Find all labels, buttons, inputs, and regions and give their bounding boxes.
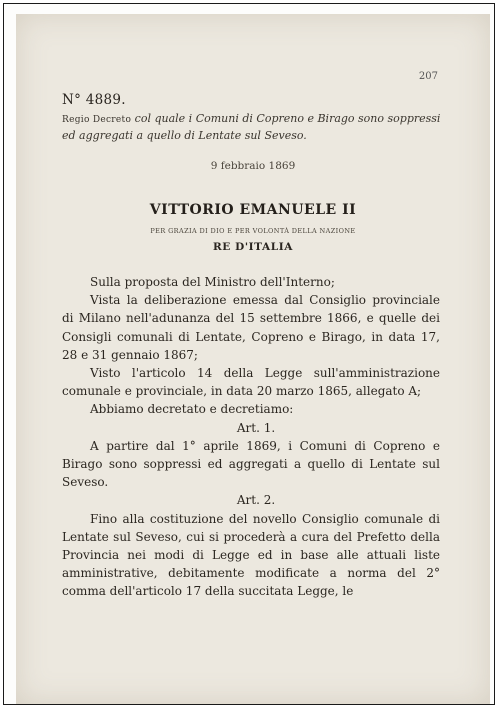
document-page [16, 14, 490, 704]
paragraph-deliberation: Vista la deliberazione emessa dal Consiglio provinciale di Milano nell'adunanza del 15 settembre 1866, e quelle dei Consigli comunali di Lentate, Copreno e Birago, in data 17, 28 e 31 gennaio 1867; [62, 293, 440, 362]
decree-date: 9 febbraio 1869 [210, 160, 296, 172]
paragraph-proposal: Sulla proposta del Ministro dell'Interno; [90, 275, 335, 289]
article-2-heading: Art. 2. [236, 493, 276, 508]
decree-body [62, 273, 440, 601]
article-2-text: Fino alla costituzione del novello Consiglio comunale di Lentate sul Seveso, cui si procederà a cura del Prefetto della Provincia nei modi di Legge ed in base alle attuali liste amministrative, debitamente modificate a norma del 2° comma dell'articolo 17 della succitata Legge, le [62, 511, 440, 599]
article-1-text: A partire dal 1° aprile 1869, i Comuni di Copreno e Birago sono soppressi ed aggregati a quello di Lentate sul Seveso. [62, 438, 440, 490]
article-1-heading: Art. 1. [236, 420, 276, 435]
realm-title: RE D'ITALIA [212, 241, 294, 253]
page-number: 207 [418, 71, 438, 82]
subtitle-lead: Regio Decreto [62, 115, 132, 125]
paragraph-law-article: Visto l'articolo 14 della Legge sull'amministrazione comunale e provinciale, in data 20 marzo 1865, allegato A; [62, 366, 440, 399]
king-name: VITTORIO EMANUELE II [149, 202, 357, 218]
grace-formula: PER GRAZIA DI DIO E PER VOLONTÀ DELLA NAZIONE [150, 227, 356, 235]
decree-subtitle [62, 111, 442, 143]
paragraph-decree-formula: Abbiamo decretato e decretiamo: [90, 402, 294, 417]
image-frame [3, 3, 495, 705]
decree-number: N° 4889. [62, 92, 126, 108]
subtitle-rest: col quale i Comuni di Copreno e Birago sono soppressi ed aggregati a quello di Lentate sul Seveso. [62, 112, 441, 142]
